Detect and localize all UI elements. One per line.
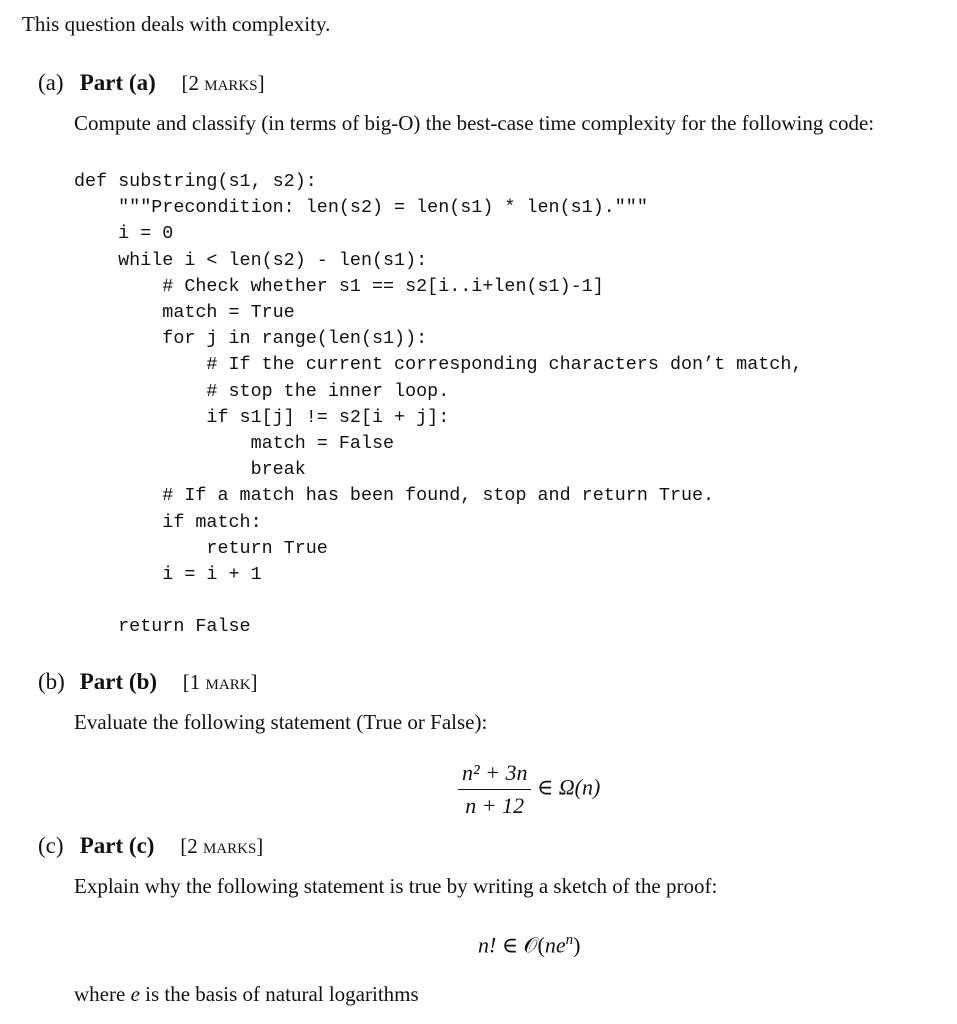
part-a-marks: [2 marks] bbox=[181, 71, 265, 95]
part-b-title: Part (b) bbox=[79, 669, 158, 694]
open-paren: ( bbox=[537, 932, 545, 958]
part-c-label: (c) bbox=[38, 833, 64, 858]
note-prefix: where bbox=[74, 982, 131, 1006]
part-b-label: (b) bbox=[38, 669, 65, 694]
part-b-heading bbox=[38, 669, 258, 695]
fraction bbox=[458, 760, 531, 819]
code-block: def substring(s1, s2): """Precondition: len(s2) = len(s1) * len(s1).""" i = 0 while i < len(s2) - len(s1): # Check whether s1 == s2[i..i+len(s1)-1] match = True for j in range(len(s1)): # If the current corresponding characters don’t match, # stop the inner loop. if s1[j] != s2[i + j]: match = False break # If a match has been found, stop and return True. if match: return True i = i + 1 return False bbox=[74, 171, 803, 638]
part-b-marks: [1 mark] bbox=[182, 670, 258, 694]
part-b-formula bbox=[458, 760, 600, 819]
part-b-prompt: Evaluate the following statement (True or False): bbox=[74, 710, 488, 734]
part-a-prompt: Compute and classify (in terms of big-O) the best-case time complexity for the following code: bbox=[74, 111, 875, 135]
part-a-label: (a) bbox=[38, 70, 64, 95]
close-paren: ) bbox=[573, 932, 581, 958]
factorial-lhs: n! ∈ bbox=[478, 932, 524, 958]
part-c-prompt: Explain why the following statement is true by writing a sketch of the proof: bbox=[74, 874, 718, 898]
omega-relation: ∈ Ω(n) bbox=[536, 774, 601, 800]
note-variable: e bbox=[130, 982, 140, 1006]
part-c-marks: [2 marks] bbox=[180, 834, 264, 858]
fraction-numerator: n² + 3n bbox=[458, 760, 531, 790]
part-c-formula bbox=[478, 932, 580, 958]
part-c-title: Part (c) bbox=[79, 833, 155, 858]
note-suffix: is the basis of natural logarithms bbox=[139, 982, 419, 1006]
question-intro: This question deals with complexity. bbox=[22, 12, 331, 36]
formula-base: ne bbox=[544, 932, 566, 958]
fraction-denominator: n + 12 bbox=[465, 793, 525, 818]
part-a-heading bbox=[38, 70, 265, 96]
part-c-note bbox=[74, 982, 419, 1007]
formula-exponent: n bbox=[565, 932, 574, 948]
part-a-title: Part (a) bbox=[79, 70, 156, 95]
part-c-heading bbox=[38, 833, 263, 859]
big-o-symbol: 𝒪 bbox=[523, 932, 538, 958]
